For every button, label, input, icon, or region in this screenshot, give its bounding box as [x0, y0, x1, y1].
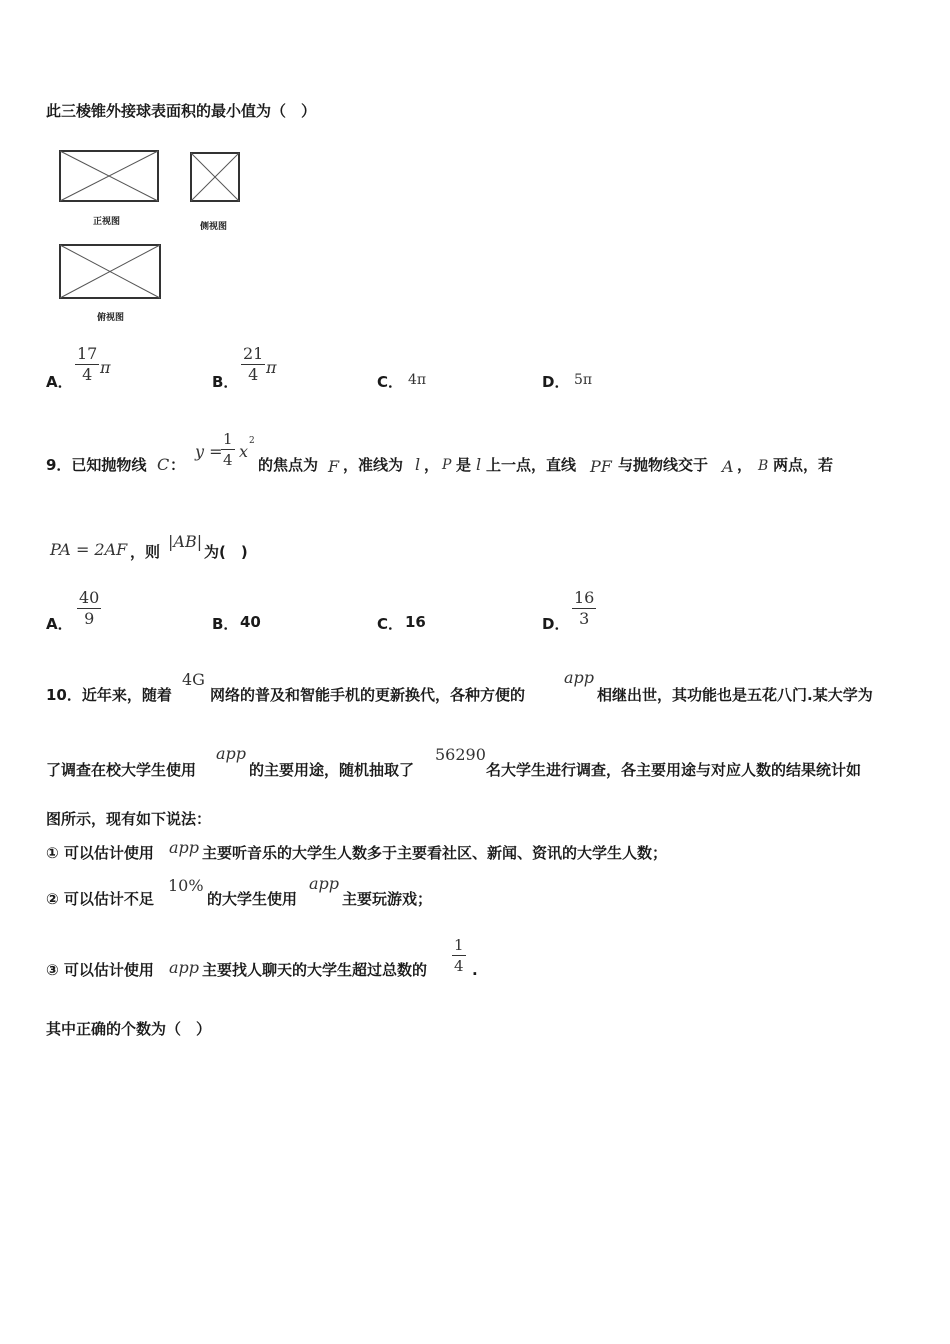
q10-4g: 4G — [182, 670, 205, 689]
q10-statement-3-b: 主要找人聊天的大学生超过总数的 — [202, 961, 428, 979]
three-view-diagram — [50, 140, 260, 330]
q9-text-equals: 为( ) — [204, 543, 248, 561]
q9-abs-ab: |AB| — [168, 532, 203, 551]
q10-quarter-den: 4 — [454, 957, 464, 975]
q8-option-b-num: 21 — [243, 344, 264, 363]
q8-option-c-value: 4π — [408, 372, 427, 388]
q10-app-1: app — [564, 668, 595, 687]
q9-eq-den: 4 — [223, 451, 233, 469]
q10-line1-c: 相继出世，其功能也是五花八门.某大学为 — [597, 686, 873, 704]
side-view — [191, 153, 239, 201]
q9-text-is: 是 — [456, 456, 472, 474]
q8-option-b-den: 4 — [248, 365, 259, 384]
q10-line1-a: 10．近年来，随着 — [46, 686, 172, 704]
q9-option-d-label: D． — [542, 615, 570, 633]
q9-option-c-label: C． — [377, 615, 404, 633]
q9-text-line: 上一点，直线 — [486, 456, 577, 474]
q9-eq-num: 1 — [223, 430, 233, 448]
top-view — [60, 245, 160, 298]
q8-option-b-fraction — [241, 344, 265, 385]
q9-text-intersect: 与抛物线交于 — [618, 456, 709, 474]
q10-statement-2-b: 的大学生使用 — [207, 890, 298, 908]
q9-option-a-fraction — [77, 588, 101, 629]
q9-point-b: B — [758, 458, 769, 474]
q9-option-d-fraction — [572, 588, 596, 629]
q10-line3: 图所示，现有如下说法： — [46, 810, 212, 828]
q10-sample-size: 56290 — [435, 745, 486, 764]
q9-eq-y: y = — [195, 442, 223, 461]
q8-option-a-label: A． — [46, 373, 73, 391]
q8-option-b-label: B． — [212, 373, 239, 391]
q9-point-p: P — [442, 457, 452, 473]
q10-line2-c: 名大学生进行调查，各主要用途与对应人数的结果统计如 — [486, 761, 862, 779]
q10-final-question: 其中正确的个数为（ ） — [46, 1020, 212, 1038]
q9-text-focus: 的焦点为 — [258, 456, 319, 474]
q10-statement-2-c: 主要玩游戏； — [342, 890, 433, 908]
q9-option-b-label: B． — [212, 615, 239, 633]
side-view-label: 侧视图 — [200, 222, 228, 232]
front-view — [60, 151, 158, 201]
q9-option-a-den: 9 — [84, 609, 95, 628]
q9-option-d-num: 16 — [574, 588, 595, 607]
top-view-label: 俯视图 — [97, 313, 125, 323]
q9-directrix-l: l — [415, 455, 421, 474]
q9-text-directrix: ，准线为 — [343, 456, 404, 474]
q9-comma-2: ， — [737, 456, 753, 474]
q9-option-a-label: A． — [46, 615, 73, 633]
q9-point-a: A — [722, 457, 734, 476]
q8-option-d-label: D． — [542, 373, 570, 391]
q10-percent: 10% — [168, 876, 204, 895]
q9-eq-fraction — [221, 429, 235, 470]
q10-line1-b: 网络的普及和智能手机的更新换代，各种方便的 — [210, 686, 526, 704]
q10-app-2: app — [216, 744, 247, 763]
q10-statement-3-end: . — [472, 961, 478, 979]
q10-statement-1-b: 主要听音乐的大学生人数多于主要看社区、新闻、资讯的大学生人数； — [202, 844, 668, 862]
q9-line-l: l — [476, 455, 482, 474]
q9-eq-exp: 2 — [249, 436, 255, 446]
q9-comma-1: ， — [424, 456, 440, 474]
q10-statement-1-a: ① 可以估计使用 — [46, 844, 154, 862]
q9-condition: PA = 2AF — [50, 540, 128, 559]
q10-quarter-fraction — [452, 935, 466, 976]
q9-option-c-value: 16 — [405, 613, 426, 631]
q8-option-a-fraction — [75, 344, 99, 385]
q8-option-a-num: 17 — [77, 344, 98, 363]
q10-statement-2-a: ② 可以估计不足 — [46, 890, 154, 908]
q8-option-a-den: 4 — [82, 365, 93, 384]
q9-option-a-num: 40 — [79, 588, 100, 607]
q9-eq-x: x — [239, 442, 249, 461]
q8-option-b-pi: π — [266, 358, 277, 377]
q8-option-a-pi: π — [100, 358, 111, 377]
q10-line2-b: 的主要用途，随机抽取了 — [249, 761, 415, 779]
q10-line2-a: 了调查在校大学生使用 — [46, 761, 197, 779]
q9-colon: ： — [170, 456, 186, 474]
q10-app-5: app — [169, 958, 200, 977]
q9-focus-f: F — [328, 457, 340, 476]
q8-option-d-value: 5π — [574, 372, 593, 388]
q8-option-c-label: C． — [377, 373, 404, 391]
q9-option-d-den: 3 — [579, 609, 590, 628]
q8-stem: 此三棱锥外接球表面积的最小值为（ ） — [46, 102, 317, 120]
q9-number: 9．已知抛物线 — [46, 456, 147, 474]
q9-text-points: 两点，若 — [773, 456, 834, 474]
q9-line-pf: PF — [590, 457, 612, 476]
q10-quarter-num: 1 — [454, 936, 464, 954]
q9-option-b-value: 40 — [240, 613, 261, 631]
q10-statement-3-a: ③ 可以估计使用 — [46, 961, 154, 979]
q9-text-then: ，则 — [130, 543, 161, 561]
q10-app-4: app — [309, 874, 340, 893]
front-view-label: 正视图 — [93, 217, 121, 227]
q9-curve-c: C — [157, 455, 170, 474]
q10-app-3: app — [169, 838, 200, 857]
